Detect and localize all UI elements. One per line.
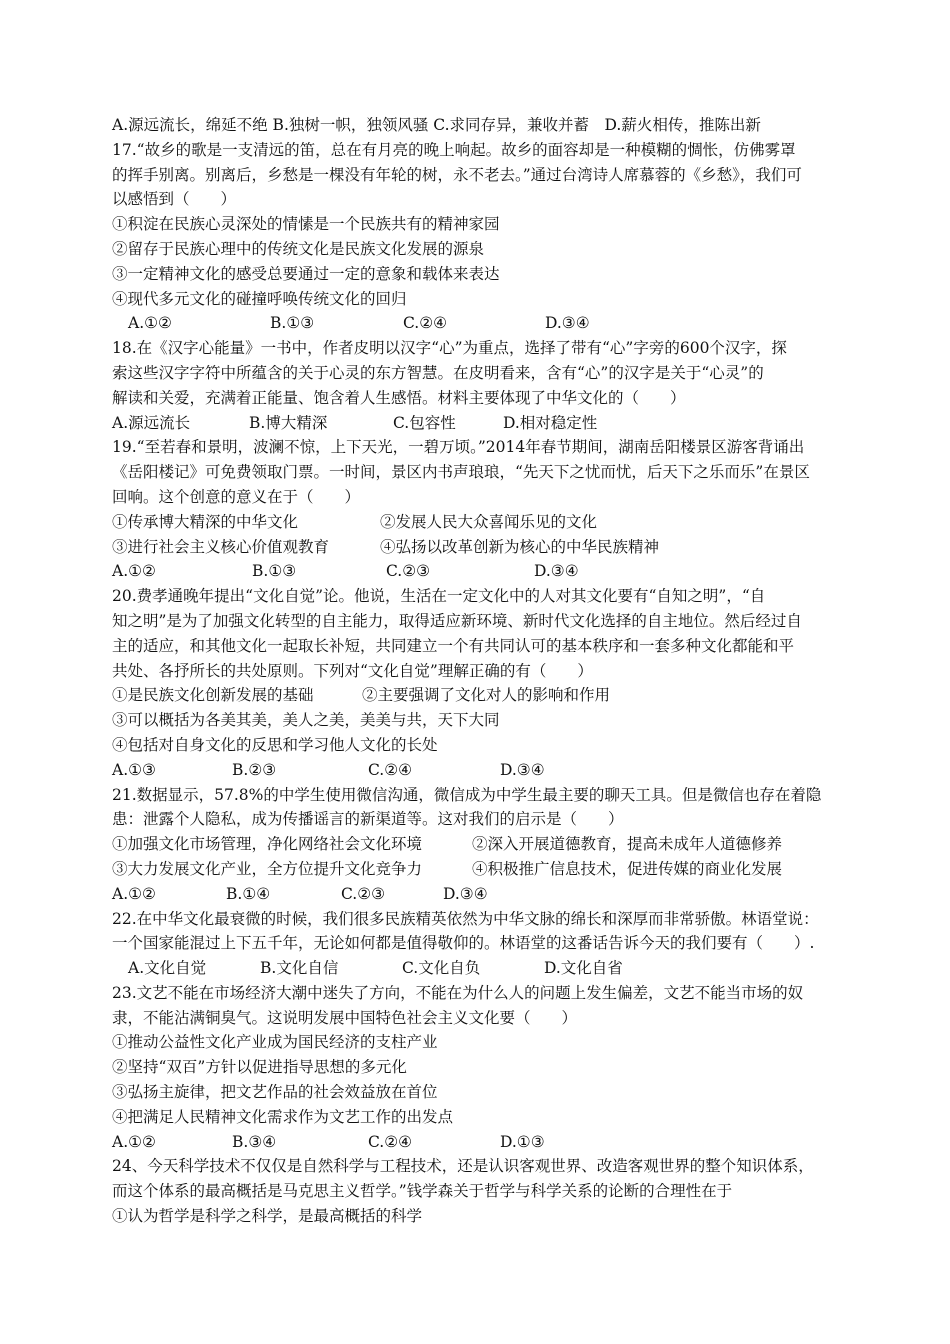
q20-statement-2: ②主要强调了文化对人的影响和作用 (362, 686, 611, 705)
q24-statement: ①认为哲学是科学之科学，是最高概括的科学 (112, 1207, 423, 1226)
q19-statement-2: ②发展人民大众喜闻乐见的文化 (380, 512, 598, 531)
q17-options (112, 311, 852, 336)
q17-statement: ①积淀在民族心灵深处的情愫是一个民族共有的精神家园 (112, 215, 500, 234)
q20-stem-line: 20.费孝通晚年提出“文化自觉”论。他说，生活在一定文化中的人对其文化要有“自知之明”，“自 (112, 587, 766, 606)
q22-option-a: A.文化自觉 (128, 959, 207, 978)
q17-statement: ②留存于民族心理中的传统文化是民族文化发展的源泉 (112, 239, 485, 258)
q20-statement-3: ③可以概括为各美其美，美人之美，美美与共，天下大同 (112, 711, 500, 730)
q22-stem-line: 22.在中华文化最衰微的时候，我们很多民族精英依然为中华文脉的绵长和深厚而非常骄傲。林语堂说： (112, 909, 819, 928)
q18-stem-line: 索这些汉字字符中所蕴含的关于心灵的东方智慧。在皮明看来，含有“心”的汉字是关于“心灵”的 (112, 363, 764, 382)
q20-stem-line: 知之明”是为了加强文化转型的自主能力，取得适应新环境、新时代文化选择的自主地位。然后经过自 (112, 611, 802, 630)
q19-stem-line: 《岳阳楼记》可免费领取门票。一时间，景区内书声琅琅，“先天下之忧而忧，后天下之乐而乐”在景区 (112, 463, 810, 482)
q21-option-c: C.②③ (341, 884, 386, 903)
q16-options: A.源远流长，绵延不绝 B.独树一帜，独领风骚 C.求同存异，兼收并蓄 D.薪火相传，推陈出新 (112, 116, 761, 134)
q21-statement-2: ②深入开展道德教育，提高未成年人道德修养 (472, 835, 783, 854)
q17-stem-line: 17.“故乡的歌是一支清远的笛，总在有月亮的晚上响起。故乡的面容却是一种模糊的惆怅，仿佛雾罩 (112, 140, 796, 159)
q19-statement-3: ③进行社会主义核心价值观教育 (112, 537, 330, 556)
q21-statements-row (112, 857, 852, 882)
q22-option-b: B.文化自信 (260, 959, 339, 978)
q19-statements-row (112, 510, 852, 535)
q23-options (112, 1130, 852, 1155)
q17-option-d: D.③④ (545, 314, 590, 333)
q23-stem-line: 隶，不能沾满铜臭气。这说明发展中国特色社会主义文化要（ ） (112, 1008, 578, 1027)
q24-stem-line: 而这个体系的最高概括是马克思主义哲学。”钱学森关于哲学与科学关系的论断的合理性在于 (112, 1182, 733, 1201)
q18-option-a: A.源远流长 (112, 413, 191, 432)
q19-statement-1: ①传承博大精深的中华文化 (112, 512, 299, 531)
q20-options (112, 758, 852, 783)
q22-stem-line: 一个国家能混过上下五千年，无论如何都是值得敬仰的。林语堂的这番话告诉今天的我们要有（ ）. (112, 934, 815, 953)
question-content (112, 113, 852, 1229)
q19-option-a: A.①② (112, 562, 156, 581)
q21-option-a: A.①② (112, 884, 156, 903)
q21-statement-4: ④积极推广信息技术，促进传媒的商业化发展 (472, 859, 783, 878)
q23-statement: ②坚持“双百”方针以促进指导思想的多元化 (112, 1058, 407, 1077)
q18-options (112, 411, 852, 436)
q19-stem-line: 19.“至若春和景明，波澜不惊，上下天光，一碧万顷。”2014年春节期间，湖南岳阳楼景区游客背诵出 (112, 438, 805, 457)
q17-stem-line: 以感悟到（ ） (112, 190, 237, 209)
q23-statement: ④把满足人民精神文化需求作为文艺工作的出发点 (112, 1107, 454, 1126)
q20-option-b: B.②③ (232, 760, 277, 779)
q23-option-a: A.①② (112, 1132, 156, 1151)
q17-option-c: C.②④ (403, 314, 448, 333)
q18-option-c: C.包容性 (393, 413, 456, 432)
q21-options (112, 882, 852, 907)
q21-option-b: B.①④ (226, 884, 271, 903)
q19-option-c: C.②③ (386, 562, 431, 581)
q19-options (112, 559, 852, 584)
q23-option-d: D.①③ (500, 1132, 545, 1151)
q20-option-c: C.②④ (368, 760, 413, 779)
q19-stem-line: 回响。这个创意的意义在于（ ） (112, 487, 361, 506)
q23-statement: ③弘扬主旋律，把文艺作品的社会效益放在首位 (112, 1083, 438, 1102)
q21-stem-line: 21.数据显示，57.8%的中学生使用微信沟通，微信成为中学生最主要的聊天工具。但是微信也存在着隐 (112, 785, 822, 804)
q21-stem-line: 患：泄露个人隐私，成为传播谣言的新渠道等。这对我们的启示是（ ） (112, 810, 624, 829)
q20-statement-1: ①是民族文化创新发展的基础 (112, 686, 314, 705)
q17-statement: ③一定精神文化的感受总要通过一定的意象和载体来表达 (112, 264, 500, 283)
q21-statement-3: ③大力发展文化产业，全方位提升文化竞争力 (112, 859, 423, 878)
q23-option-c: C.②④ (368, 1132, 413, 1151)
q24-stem-line: 24、今天科学技术不仅仅是自然科学与工程技术，还是认识客观世界、改造客观世界的整个知识体系， (112, 1157, 814, 1176)
q19-statement-4: ④弘扬以改革创新为核心的中华民族精神 (380, 537, 660, 556)
q20-stem-line: 共处、各抒所长的共处原则。下列对“文化自觉”理解正确的有（ ） (112, 661, 593, 680)
q22-option-d: D.文化自省 (544, 959, 623, 978)
q19-option-d: D.③④ (534, 562, 579, 581)
q20-statement-4: ④包括对自身文化的反思和学习他人文化的长处 (112, 735, 438, 754)
q17-stem-line: 的挥手别离。别离后，乡愁是一棵没有年轮的树，永不老去。”通过台湾诗人席慕蓉的《乡愁》，我们可 (112, 165, 802, 184)
q20-statements-row (112, 683, 852, 708)
q23-stem-line: 23.文艺不能在市场经济大潮中迷失了方向，不能在为什么人的问题上发生偏差，文艺不能当市场的奴 (112, 983, 804, 1002)
q18-stem-line: 解读和关爱，充满着正能量、饱含着人生感悟。材料主要体现了中华文化的（ ） (112, 388, 686, 407)
q20-stem-line: 主的适应，和其他文化一起取长补短，共同建立一个有共同认可的基本秩序和一套多种文化都能和平 (112, 636, 795, 655)
q18-option-b: B.博大精深 (249, 413, 328, 432)
q18-stem-line: 18.在《汉字心能量》一书中，作者皮明以汉字“心”为重点，选择了带有“心”字旁的600个汉字，探 (112, 339, 787, 358)
q22-option-c: C.文化自负 (402, 959, 481, 978)
q21-statements-row (112, 832, 852, 857)
q21-option-d: D.③④ (443, 884, 488, 903)
q18-option-d: D.相对稳定性 (503, 413, 598, 432)
q19-option-b: B.①③ (252, 562, 297, 581)
q21-statement-1: ①加强文化市场管理，净化网络社会文化环境 (112, 835, 423, 854)
q23-option-b: B.③④ (232, 1132, 277, 1151)
q20-option-a: A.①③ (112, 760, 156, 779)
q22-options (112, 956, 852, 981)
q19-statements-row (112, 535, 852, 560)
q17-statement: ④现代多元文化的碰撞呼唤传统文化的回归 (112, 289, 407, 308)
q20-option-d: D.③④ (500, 760, 545, 779)
q17-option-a: A.①② (128, 314, 172, 333)
q23-statement: ①推动公益性文化产业成为国民经济的支柱产业 (112, 1033, 438, 1052)
q17-option-b: B.①③ (270, 314, 315, 333)
